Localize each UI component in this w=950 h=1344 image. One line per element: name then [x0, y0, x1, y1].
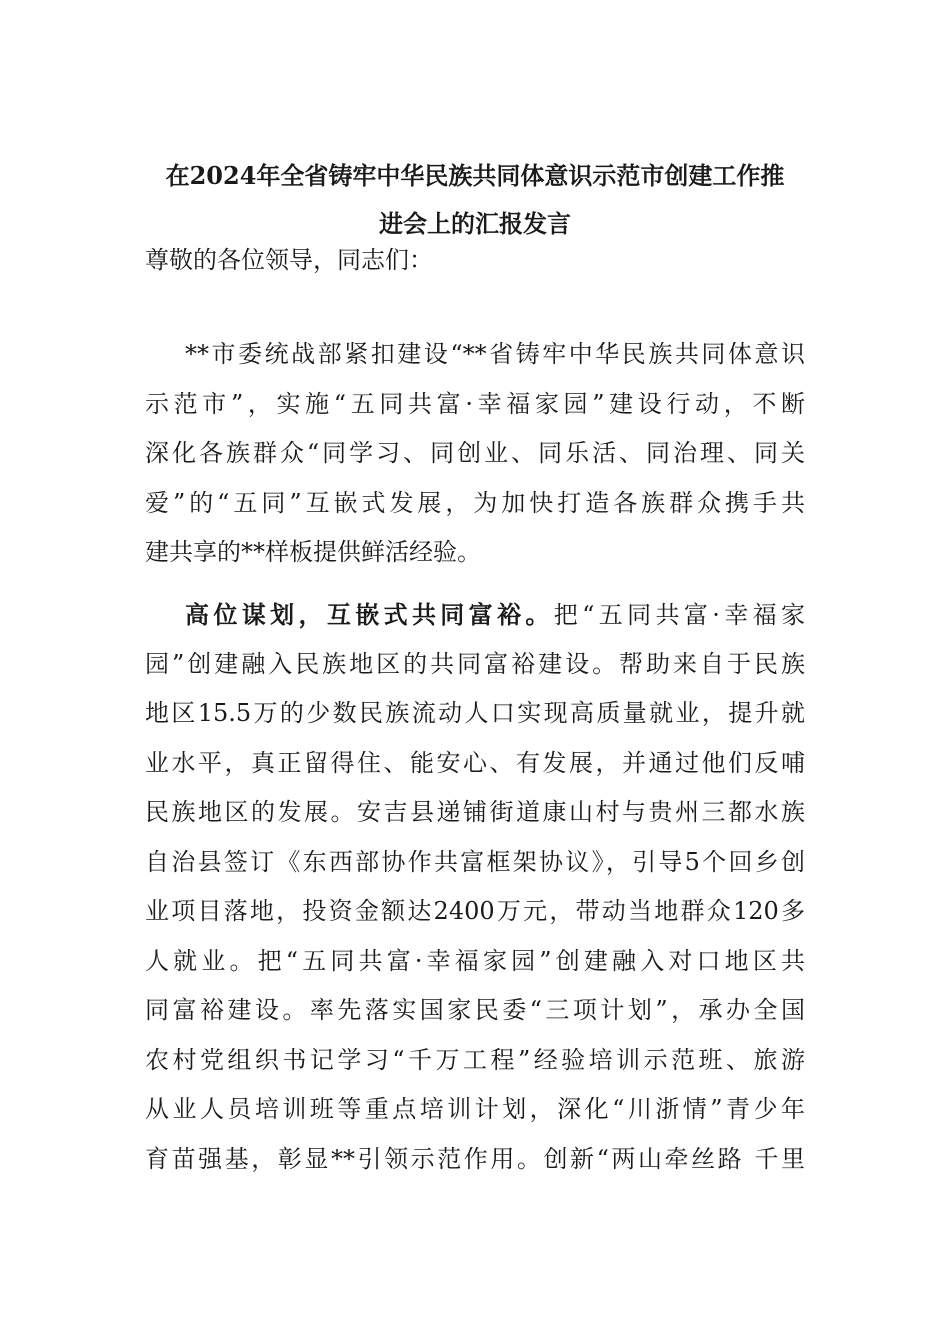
paragraph-line: 同富裕建设。率先落实国家民委“三项计划”，承办全国 — [145, 996, 805, 1024]
document-title — [145, 152, 805, 248]
paragraph-line: **市委统战部紧扣建设“**省铸牢中华民族共同体意识 — [185, 340, 805, 368]
paragraph-line: 建共享的**样板提供鲜活经验。 — [145, 538, 481, 566]
paragraph-first-line — [145, 590, 805, 640]
paragraph-line: 农村党组织书记学习“千万工程”经验培训示范班、旅游 — [145, 1045, 805, 1074]
paragraph-line-rest: 把“五同共富·幸福家 — [553, 601, 805, 629]
title-line-2: 进会上的汇报发言 — [379, 209, 571, 238]
paragraph-line: 自治县签订《东西部协作共富框架协议》，引导5个回乡创 — [145, 847, 805, 876]
paragraph-line: 地区15.5万的少数民族流动人口实现高质量就业，提升就 — [145, 699, 805, 727]
paragraph-line: 从业人员培训班等重点培训计划，深化“川浙情”青少年 — [145, 1095, 805, 1123]
paragraph-intro — [145, 330, 805, 578]
paragraph-line: 民族地区的发展。安吉县递铺街道康山村与贵州三都水族 — [145, 798, 805, 826]
salutation: 尊敬的各位领导，同志们： — [145, 246, 433, 274]
paragraph-line: 人就业。把“五同共富·幸福家园”创建融入对口地区共 — [145, 946, 805, 975]
paragraph-section-1 — [145, 590, 805, 1184]
section-heading: 高位谋划，互嵌式共同富裕。 — [185, 600, 554, 629]
paragraph-line: 业水平，真正留得住、能安心、有发展，并通过他们反哺 — [145, 748, 805, 777]
paragraph-line: 育苗强基，彰显**引领示范作用。创新“两山牵丝路 千里 — [145, 1144, 805, 1173]
paragraph-line: 园”创建融入民族地区的共同富裕建设。帮助来自于民族 — [145, 649, 805, 678]
paragraph-line: 示范市”，实施“五同共富·幸福家园”建设行动，不断 — [145, 389, 805, 418]
title-line-1: 在2024年全省铸牢中华民族共同体意识示范市创建工作推 — [165, 161, 785, 190]
paragraph-line: 业项目落地，投资金额达2400万元，带动当地群众120多 — [145, 897, 805, 925]
paragraph-line: 深化各族群众“同学习、同创业、同乐活、同治理、同关 — [145, 439, 805, 467]
paragraph-line: 爱”的“五同”互嵌式发展，为加快打造各族群众携手共 — [145, 488, 805, 517]
